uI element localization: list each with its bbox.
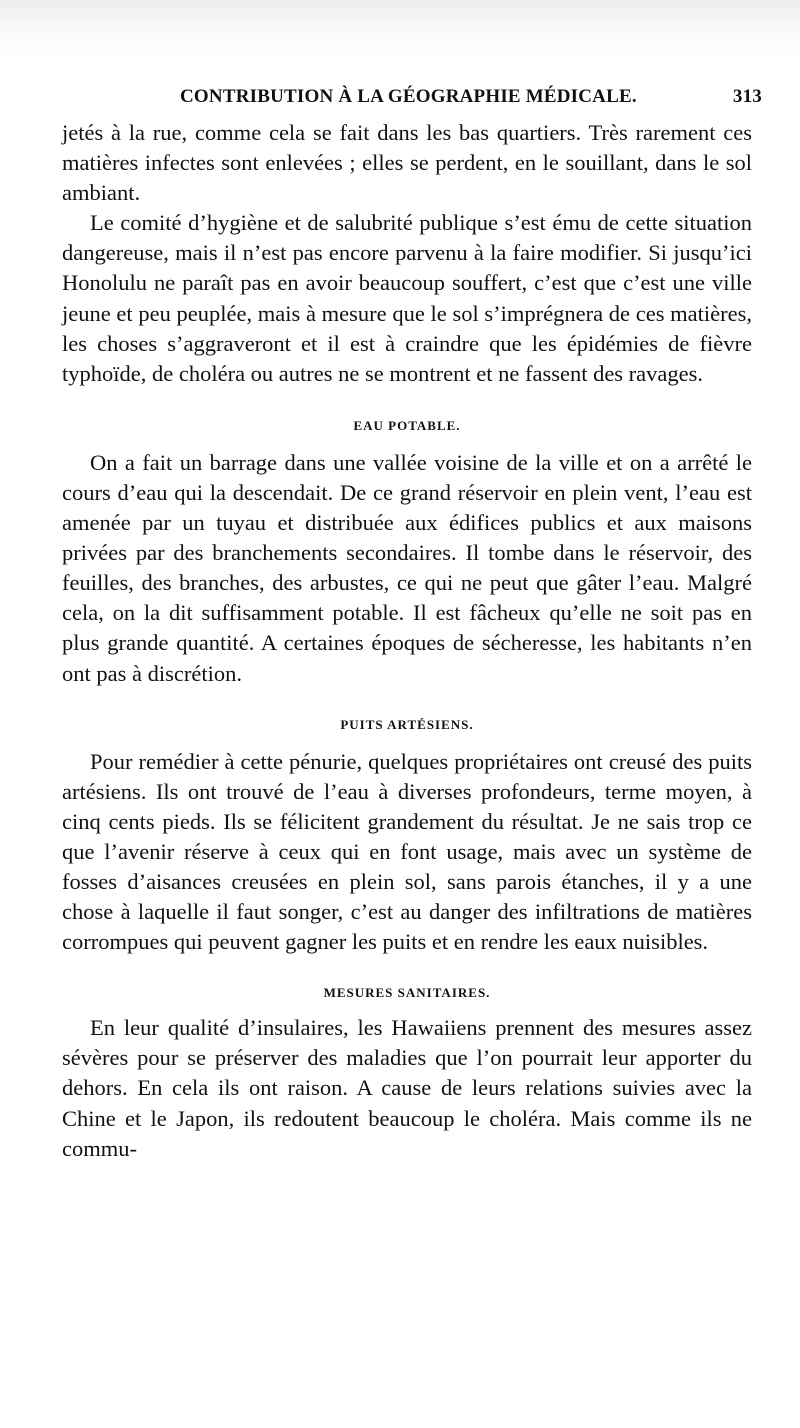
paragraph-eau-potable: On a fait un barrage dans une vallée voisine de la ville et on a arrêté le cours d’eau qui la descendait. De ce grand réservoir en plein vent, l’eau est amenée par un tuyau et distribuée aux édifices publics et aux maisons privées par des branchements secondaires. Il tombe dans le réservoir, des feuilles, des branches, des arbustes, ce qui ne peut que gâter l’eau. Malgré cela, on la dit suffisamment potable. Il est fâcheux qu’elle ne soit pas en plus grande quantité. A certaines époques de sécheresse, les habitants n’en ont pas à discrétion. <box>62 449 752 686</box>
paragraph-continuation: jetés à la rue, comme cela se fait dans les bas quartiers. Très rarement ces matières infectes sont enlevées ; elles se perdent, en le souillant, dans le sol ambiant. <box>62 120 752 206</box>
paragraph-hygiene-committee: Le comité d’hygiène et de salubrité publique s’est ému de cette situation dangereuse, mais il n’est pas encore parvenu à la faire modifier. Si jusqu’ici Honolulu ne paraît pas en avoir beaucoup souffert, c’est que c’est une ville jeune et peu peuplée, mais à mesure que le sol s’imprégnera de ces matières, les choses s’aggraveront et il est à craindre que les épidémies de fièvre typhoïde, de choléra ou autres ne se montrent et ne fassent des ravages. <box>62 210 752 386</box>
running-header <box>62 86 762 112</box>
paragraph-puits-artesiens: Pour remédier à cette pénurie, quelques propriétaires ont creusé des puits artésiens. Ils ont trouvé de l’eau à diverses profondeurs, terme moyen, à cinq cents pieds. Ils se félicitent grandement du résultat. Je ne sais trop ce que l’avenir réserve à ceux qui en font usage, mais avec un système de fosses d’aisances creusées en plein sol, sans parois étanches, il y a une chose à laquelle il faut songer, c’est au danger des infiltrations de matières corrompues qui peuvent gagner les puits et en rendre les eaux nuisibles. <box>62 748 752 955</box>
paragraph-mesures-sanitaires: En leur qualité d’insulaires, les Hawaiiens prennent des mesures assez sévères pour se préserver des maladies que l’on pourrait leur apporter du dehors. En cela ils ont raison. A cause de leurs relations suivies avec la Chine et le Japon, ils redoutent beaucoup le choléra. Mais comme ils ne commu- <box>62 1015 752 1161</box>
heading-eau-potable: EAU POTABLE. <box>353 417 461 433</box>
page-top-shadow <box>0 0 800 40</box>
running-title: CONTRIBUTION À LA GÉOGRAPHIE MÉDICALE. <box>180 86 637 107</box>
heading-puits-artesiens: PUITS ARTÉSIENS. <box>340 716 474 732</box>
heading-mesures-sanitaires: MESURES SANITAIRES. <box>323 985 491 1001</box>
body-text <box>62 118 752 1164</box>
page-number: 313 <box>732 86 762 107</box>
